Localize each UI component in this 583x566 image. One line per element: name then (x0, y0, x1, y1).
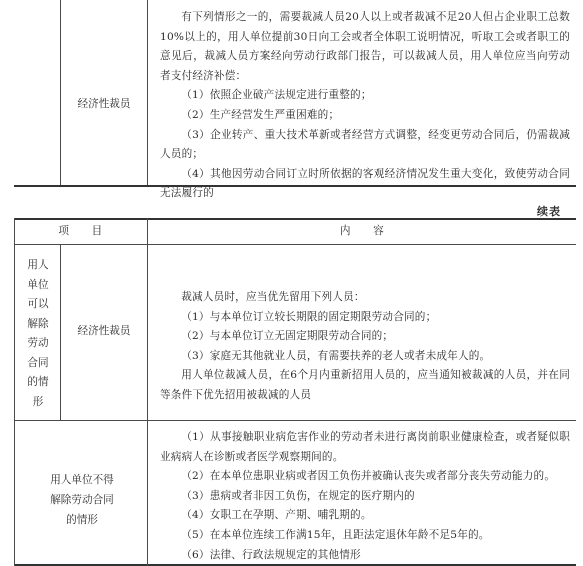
row2-paragraph-item-6: （6）法律、行政法规规定的其他情形 (181, 548, 361, 561)
row1-category-vertical (16, 256, 60, 412)
top-paragraph-item-3: （3）企业转产、重大技术革新或者经营方式调整，经变更劳动合同后，仍需裁减人员的； (160, 128, 570, 161)
table-top-left-border (60, 0, 61, 186)
row2-paragraph-item-4: （4）女职工在孕期、产期、哺乳期的。 (181, 509, 372, 522)
table-row-divider (14, 420, 576, 421)
row1-category-text: 用人单位可以解除劳动合同的情形 (27, 259, 49, 408)
row1-subcategory-label: 经济性裁员 (77, 325, 131, 337)
table-header-bottom-border (14, 244, 576, 245)
row1-paragraph-item-1: （1）与本单位订立较长期限的固定期限劳动合同的； (181, 310, 437, 323)
top-category-label: 经济性裁员 (77, 98, 131, 110)
row2-paragraph-item-2: （2）在本单位患职业病或者因工负伤并被确认丧失或者部分丧失劳动能力的。 (181, 470, 556, 483)
continued-table-label: 续表 (537, 205, 561, 218)
top-paragraph-item-2: （2）生产经营发生严重困难的； (181, 108, 340, 121)
table-content-divider (147, 218, 148, 566)
top-paragraph-intro: 有下列情形之一的，需要裁减人员20人以上或者裁减不足20人但占企业职工总数10%以上的，用人单位提前30日向工会或者全体职工说明情况，听取工会或者职工的意见后，裁减人员方案经向劳动行政部门报告，可以裁减人员，用人单位应当向劳动者支付经济补偿： (160, 11, 570, 82)
row2-content (160, 428, 570, 565)
header-item: 项 目 (58, 225, 103, 237)
row1-paragraph-item-2: （2）与本单位订立无固定期限劳动合同的； (181, 330, 394, 343)
row1-content (160, 288, 570, 406)
header-content: 内 容 (339, 225, 385, 237)
row1-paragraph-note: 用人单位裁减人员，在6个月内重新招用人员的，应当通知被裁减的人员，并在同等条件下优先招用被裁减的人员 (160, 369, 570, 401)
row1-paragraph-intro: 裁减人员时，应当优先留用下列人员： (181, 291, 365, 303)
row1-paragraph-item-3: （3）家庭无其他就业人员，有需要扶养的老人或者未成年人的。 (181, 349, 491, 362)
row2-paragraph-item-3: （3）患病或者非因工负伤，在规定的医疗期内的 (181, 489, 415, 502)
table-left-border (14, 218, 15, 566)
row2-paragraph-item-5: （5）在本单位连续工作满15年，且距法定退休年龄不足5年的。 (181, 528, 490, 541)
table-top-divider (147, 0, 148, 186)
top-paragraph-item-1: （1）依照企业破产法规定进行重整的； (181, 89, 372, 102)
table-inner-divider (60, 244, 61, 420)
row2-paragraph-item-1: （1）从事接触职业病危害作业的劳动者未进行离岗前职业健康检查，或者疑似职业病病人在诊断或者医学观察期间的。 (160, 431, 570, 463)
row2-category-label (30, 470, 134, 530)
top-content (160, 8, 570, 204)
row2-category-text: 用人单位不得解除劳动合同的情形 (50, 474, 114, 526)
top-paragraph-item-4: （4）其他因劳动合同订立时所依据的客观经济情况发生重大变化，致使劳动合同无法履行的 (160, 167, 570, 200)
